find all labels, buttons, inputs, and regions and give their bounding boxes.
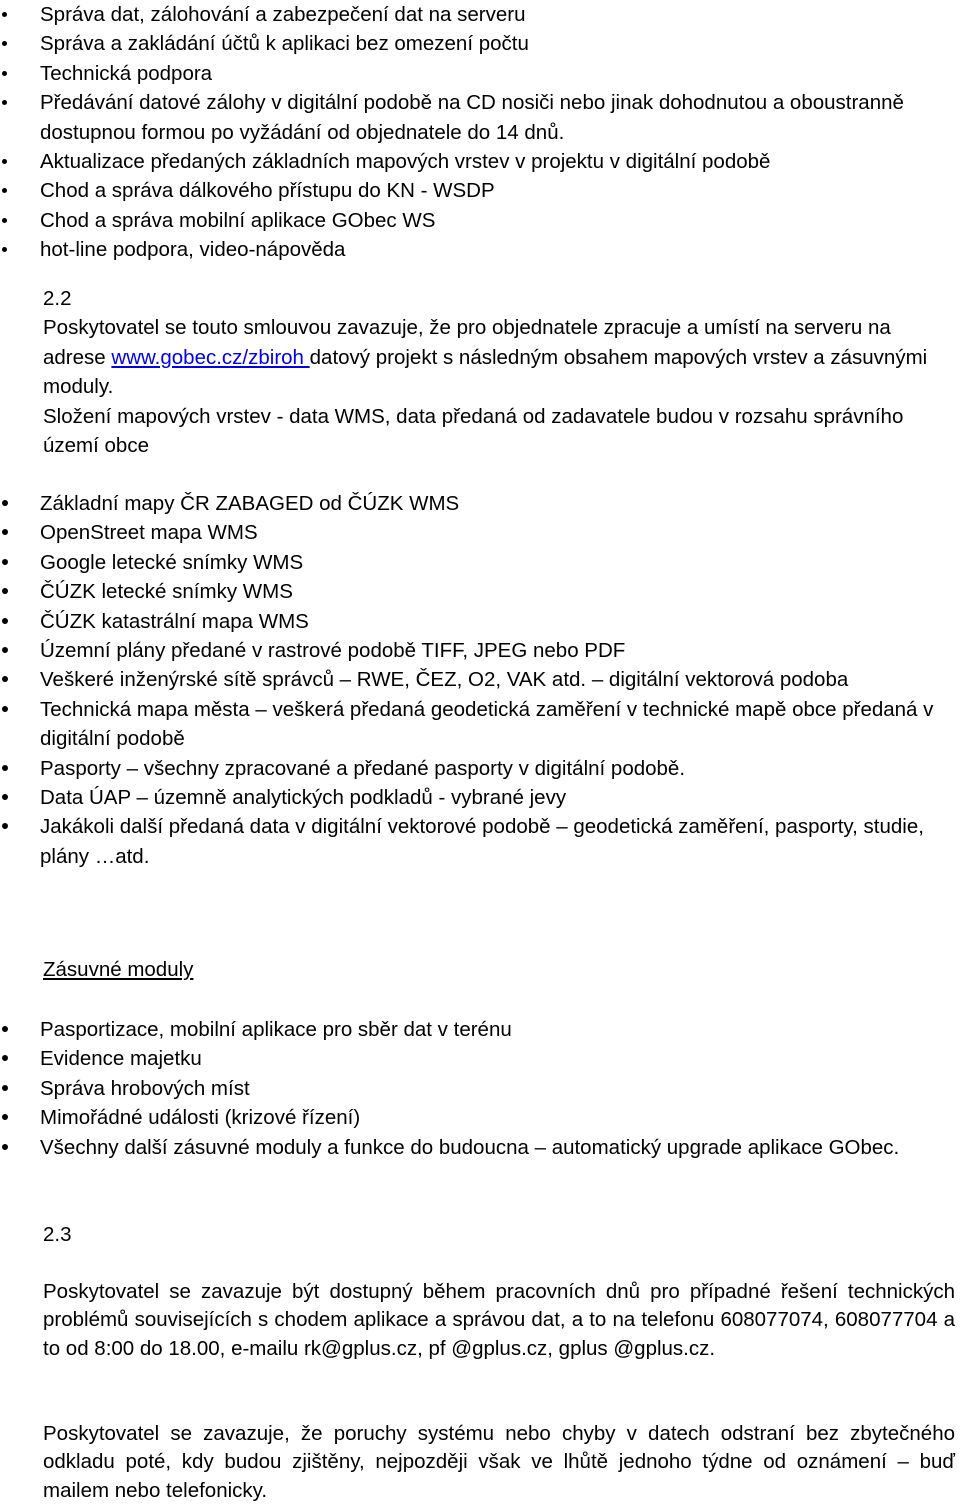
list-item: Mimořádné události (krizové řízení) xyxy=(0,1103,960,1132)
list-item: OpenStreet mapa WMS xyxy=(0,518,960,547)
list-item: Pasporty – všechny zpracované a předané pasporty v digitální podobě. xyxy=(0,754,960,783)
list-item: Správa a zakládání účtů k aplikaci bez omezení počtu xyxy=(0,29,960,58)
fault-paragraph: Poskytovatel se zavazuje, že poruchy systému nebo chyby v datech odstraní bez zbytečného odkladu poté, kdy budou zjištěny, nejpozději však ve lhůtě jednoho týdne od oznámení – buď mailem nebo telefonicky. xyxy=(43,1422,955,1502)
gobec-link[interactable]: www.gobec.cz/zbiroh xyxy=(111,345,310,369)
modules-list xyxy=(0,1015,960,1162)
list-item: Správa hrobových míst xyxy=(0,1074,960,1103)
list-item: Jakákoli další předaná data v digitální vektorové podobě – geodetická zaměření, pasporty, studie, plány …atd. xyxy=(0,812,960,871)
paragraph-text: datový projekt s následným obsahem mapových vrstev a zásuvnými moduly. xyxy=(43,345,928,399)
services-list xyxy=(0,0,960,265)
list-item: Základní mapy ČR ZABAGED od ČÚZK WMS xyxy=(0,489,960,518)
section-paragraph xyxy=(43,313,958,401)
list-item: Územní plány předané v rastrové podobě TIFF, JPEG nebo PDF xyxy=(0,636,960,665)
support-paragraph: Poskytovatel se zavazuje být dostupný během pracovních dnů pro případné řešení technických problémů souvisejících s chodem aplikace a správou dat, a to na telefonu 608077074, 608077704 a to od 8:00 do 18.00, e-mailu rk@gplus.cz, pf @gplus.cz, gplus @gplus.cz. xyxy=(43,1280,955,1360)
list-item: Chod a správa dálkového přístupu do KN - WSDP xyxy=(0,176,960,205)
list-item: Aktualizace předaných základních mapových vrstev v projektu v digitální podobě xyxy=(0,147,960,176)
list-item: Chod a správa mobilní aplikace GObec WS xyxy=(0,206,960,235)
modules-heading: Zásuvné moduly xyxy=(43,958,194,981)
list-item: Pasportizace, mobilní aplikace pro sběr dat v terénu xyxy=(0,1015,960,1044)
list-item: Evidence majetku xyxy=(0,1044,960,1073)
list-item: Předávání datové zálohy v digitální podobě na CD nosiči nebo jinak dohodnutou a oboustranně dostupnou formou po vyžádání od objednatele do 14 dnů. xyxy=(0,88,960,147)
list-item: Technická mapa města – veškerá předaná geodetická zaměření v technické mapě obce předaná v digitální podobě xyxy=(0,695,960,754)
map-layers-list xyxy=(0,489,960,871)
list-item: ČÚZK katastrální mapa WMS xyxy=(0,607,960,636)
list-item: Google letecké snímky WMS xyxy=(0,548,960,577)
layers-composition: Složení mapových vrstev - data WMS, data předaná od zadavatele budou v rozsahu správního území obce xyxy=(43,404,904,458)
paragraph-text: Poskytovatel se touto smlouvou zavazuje, že pro objednatele zpracuje a umístí na serveru na adrese xyxy=(43,316,891,369)
list-item: hot-line podpora, video-nápověda xyxy=(0,235,960,264)
list-item: Data ÚAP – územně analytických podkladů - vybrané jevy xyxy=(0,783,960,812)
section-2-2 xyxy=(43,284,958,460)
list-item: ČÚZK letecké snímky WMS xyxy=(0,577,960,606)
list-item: Technická podpora xyxy=(0,59,960,88)
section-number: 2.3 xyxy=(43,1223,72,1246)
list-item: Správa dat, zálohování a zabezpečení dat na serveru xyxy=(0,0,960,29)
section-number: 2.2 xyxy=(43,287,72,310)
list-item: Veškeré inženýrské sítě správců – RWE, ČEZ, O2, VAK atd. – digitální vektorová podoba xyxy=(0,665,960,694)
list-item: Všechny další zásuvné moduly a funkce do budoucna – automatický upgrade aplikace GObec. xyxy=(0,1133,960,1162)
